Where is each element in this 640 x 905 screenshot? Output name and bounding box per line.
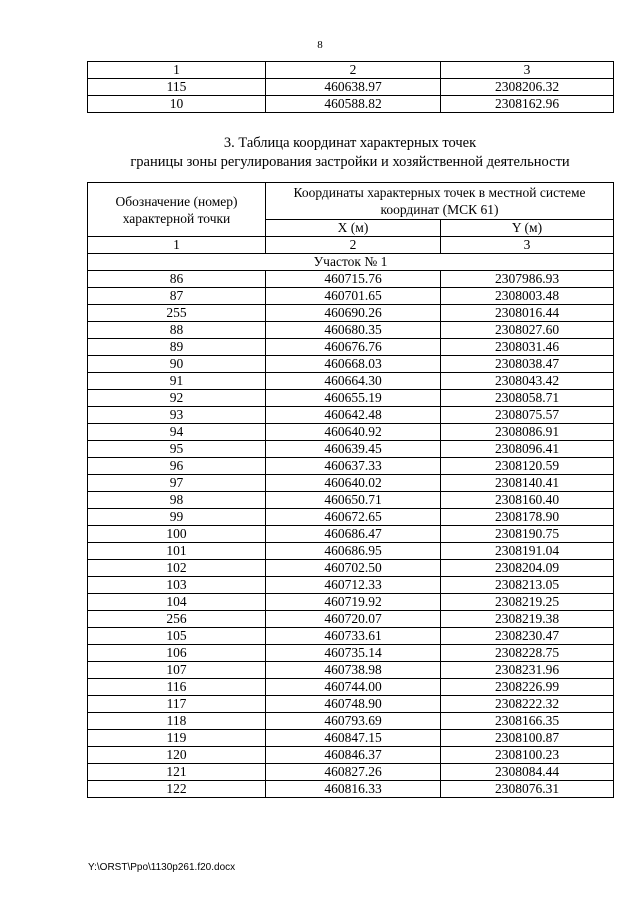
table-cell: 2308058.71: [441, 390, 614, 407]
table-cell: 88: [88, 322, 266, 339]
table-cell: 2308219.25: [441, 594, 614, 611]
table-cell: 460720.07: [266, 611, 441, 628]
table-cell: 97: [88, 475, 266, 492]
table-cell: 2308100.23: [441, 747, 614, 764]
table-cell: 460672.65: [266, 509, 441, 526]
table-row: [88, 356, 614, 373]
table-cell: 460827.26: [266, 764, 441, 781]
table-cell: 460715.76: [266, 271, 441, 288]
table-cell: 96: [88, 458, 266, 475]
table-cell: 460680.35: [266, 322, 441, 339]
table-cell: 89: [88, 339, 266, 356]
table-cell: 1: [88, 62, 266, 79]
table-cell: 460588.82: [266, 96, 441, 113]
table-row: [88, 628, 614, 645]
table-cell: 95: [88, 441, 266, 458]
table-cell: 460702.50: [266, 560, 441, 577]
col-number-2: 2: [266, 237, 441, 254]
table-cell: 2308222.32: [441, 696, 614, 713]
table-cell: 94: [88, 424, 266, 441]
table-cell: 2308003.48: [441, 288, 614, 305]
table-cell: 98: [88, 492, 266, 509]
table-cell: 2308166.35: [441, 713, 614, 730]
table-cell: 2308075.57: [441, 407, 614, 424]
table-row: [88, 79, 614, 96]
table-row: [88, 492, 614, 509]
table-row: [88, 543, 614, 560]
table-cell: 460637.33: [266, 458, 441, 475]
table-header-row: [88, 62, 614, 79]
table-cell: 2308140.41: [441, 475, 614, 492]
table-row: [88, 764, 614, 781]
table-cell: 10: [88, 96, 266, 113]
table-cell: 2308100.87: [441, 730, 614, 747]
table-cell: 2308031.46: [441, 339, 614, 356]
table-cell: 2: [266, 62, 441, 79]
table-cell: 91: [88, 373, 266, 390]
table-cell: 2308038.47: [441, 356, 614, 373]
table-cell: 2308120.59: [441, 458, 614, 475]
table-cell: 460733.61: [266, 628, 441, 645]
table-cell: 460642.48: [266, 407, 441, 424]
table-row: [88, 526, 614, 543]
table-cell: 2308043.42: [441, 373, 614, 390]
table-cell: 103: [88, 577, 266, 594]
table-cell: 460676.76: [266, 339, 441, 356]
table-cell: 2308016.44: [441, 305, 614, 322]
section-title-line1: 3. Таблица координат характерных точек: [223, 135, 477, 151]
table-cell: 460640.02: [266, 475, 441, 492]
table-cell: 106: [88, 645, 266, 662]
table-cell: 460847.15: [266, 730, 441, 747]
table-row: [88, 441, 614, 458]
table-row: [88, 424, 614, 441]
table-row: [88, 781, 614, 798]
top-coordinates-table: [87, 61, 614, 113]
table-cell: 100: [88, 526, 266, 543]
table-cell: 2308178.90: [441, 509, 614, 526]
table-cell: 460735.14: [266, 645, 441, 662]
table-cell: 460793.69: [266, 713, 441, 730]
table-cell: 460719.92: [266, 594, 441, 611]
table-row: [88, 645, 614, 662]
table-cell: 460816.33: [266, 781, 441, 798]
table-cell: 2308231.96: [441, 662, 614, 679]
table-row: [88, 594, 614, 611]
table-cell: 2308206.32: [441, 79, 614, 96]
table-cell: 2308160.40: [441, 492, 614, 509]
table-cell: 2308086.91: [441, 424, 614, 441]
table-cell: 2308076.31: [441, 781, 614, 798]
page-number: 8: [317, 39, 323, 51]
table-cell: 116: [88, 679, 266, 696]
table-cell: 2308219.38: [441, 611, 614, 628]
table-cell: 2308027.60: [441, 322, 614, 339]
table-cell: 87: [88, 288, 266, 305]
table-cell: 117: [88, 696, 266, 713]
table-cell: 120: [88, 747, 266, 764]
table-cell: 460712.33: [266, 577, 441, 594]
table-cell: 2308226.99: [441, 679, 614, 696]
table-row: [88, 577, 614, 594]
table-row: [88, 509, 614, 526]
table-row: [88, 475, 614, 492]
table-cell: 460650.71: [266, 492, 441, 509]
table-cell: 460690.26: [266, 305, 441, 322]
table-cell: 460640.92: [266, 424, 441, 441]
table-row: [88, 390, 614, 407]
table-cell: 460639.45: [266, 441, 441, 458]
table-cell: 121: [88, 764, 266, 781]
col-header-x: X (м): [266, 220, 441, 237]
table-cell: 119: [88, 730, 266, 747]
table-row: [88, 339, 614, 356]
col-number-3: 3: [441, 237, 614, 254]
table-row: [88, 458, 614, 475]
table-cell: 460655.19: [266, 390, 441, 407]
table-cell: 2308084.44: [441, 764, 614, 781]
table-cell: 105: [88, 628, 266, 645]
table-cell: 460686.95: [266, 543, 441, 560]
table-row: [88, 713, 614, 730]
table-cell: 2308162.96: [441, 96, 614, 113]
section-title-line2: границы зоны регулирования застройки и хозяйственной деятельности: [130, 154, 570, 170]
table-cell: 2308191.04: [441, 543, 614, 560]
table-row: [88, 611, 614, 628]
table-cell: 104: [88, 594, 266, 611]
col-number-1: 1: [88, 237, 266, 254]
table-cell: 90: [88, 356, 266, 373]
table-cell: 2307986.93: [441, 271, 614, 288]
table-cell: 102: [88, 560, 266, 577]
table-cell: 460701.65: [266, 288, 441, 305]
table-cell: 460738.98: [266, 662, 441, 679]
table-row: [88, 271, 614, 288]
table-row: [88, 322, 614, 339]
table-cell: 460846.37: [266, 747, 441, 764]
table-cell: 93: [88, 407, 266, 424]
coordinates-table: [87, 182, 614, 798]
table-cell: 2308096.41: [441, 441, 614, 458]
table-row: [88, 288, 614, 305]
col-header-y: Y (м): [441, 220, 614, 237]
table-cell: 460744.00: [266, 679, 441, 696]
table-cell: 460668.03: [266, 356, 441, 373]
table-cell: 115: [88, 79, 266, 96]
table-cell: 460664.30: [266, 373, 441, 390]
table-row: [88, 560, 614, 577]
table-row: [88, 662, 614, 679]
table-row: [88, 407, 614, 424]
table-row: [88, 305, 614, 322]
table-row: [88, 730, 614, 747]
table-cell: 99: [88, 509, 266, 526]
table-cell: 2308190.75: [441, 526, 614, 543]
table-cell: 460748.90: [266, 696, 441, 713]
table-row: [88, 373, 614, 390]
table-row: [88, 679, 614, 696]
section-title: [87, 134, 613, 172]
table-cell: 2308204.09: [441, 560, 614, 577]
col-header-point: Обозначение (номер) характерной точки: [88, 183, 266, 237]
footer-file-path: Y:\ORST\Ppo\1130p261.f20.docx: [88, 862, 236, 873]
table-cell: 460638.97: [266, 79, 441, 96]
section-label: Участок № 1: [88, 254, 614, 271]
table-cell: 107: [88, 662, 266, 679]
col-header-coordinates: Координаты характерных точек в местной системе координат (МСК 61): [266, 183, 614, 220]
table-cell: 86: [88, 271, 266, 288]
table-cell: 2308230.47: [441, 628, 614, 645]
table-cell: 2308228.75: [441, 645, 614, 662]
table-row: [88, 96, 614, 113]
table-cell: 118: [88, 713, 266, 730]
table-cell: 256: [88, 611, 266, 628]
table-cell: 255: [88, 305, 266, 322]
table-cell: 2308213.05: [441, 577, 614, 594]
table-row: [88, 696, 614, 713]
table-cell: 3: [441, 62, 614, 79]
table-cell: 101: [88, 543, 266, 560]
table-cell: 92: [88, 390, 266, 407]
table-row: [88, 747, 614, 764]
table-cell: 122: [88, 781, 266, 798]
table-cell: 460686.47: [266, 526, 441, 543]
